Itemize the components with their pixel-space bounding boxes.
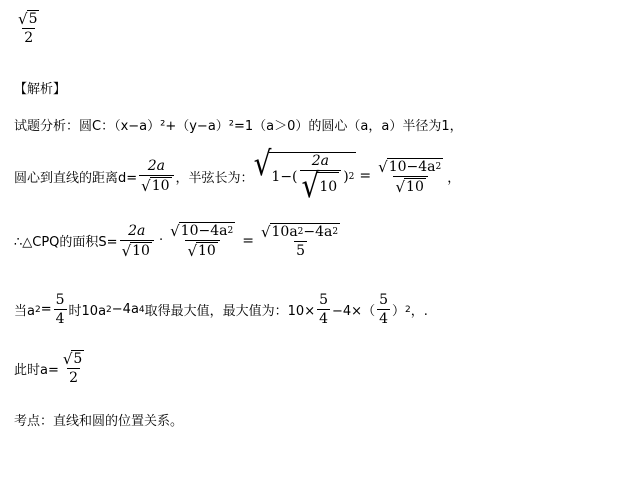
section-header: 【解析】	[14, 82, 67, 97]
knowledge-point: 考点：直线和圆的位置关系。	[14, 414, 184, 429]
analysis-line-4: 当a 2 = $\frac{5}{4}$ 时10a 2 −4a 4 取得最大值，最大值为：10× $\frac{5}{4}$ −4×（ $\frac{5}{4}$ ） 2 ，.	[14, 292, 428, 327]
analysis-line-2: 圆心到直线的距离d= 2a √ 10 ，半弦长为： √ 1−( 2a √ 10 ) 2 = √ 10−4a 2 √ 10 ，	[14, 143, 461, 206]
a-squared-value: $\frac{5}{4}$	[55, 292, 65, 327]
max-fraction-1: $\frac{5}{4}$	[319, 292, 329, 327]
distance-fraction: 2a √ 10	[139, 158, 173, 194]
analysis-line-1: 试题分析：圆C：（x−a）²+（y−a）²=1（a＞0）的圆心（a，a）半径为1，	[14, 119, 463, 134]
analysis-line-3: ∴△CPQ的面积S= 2a √ 10 · √ 10−4a 2 √ 10 = √ 10a 2 −4a 2 5	[14, 222, 344, 259]
area-fraction-2: √ 10−4a 2 √ 10	[170, 222, 234, 260]
half-chord-radical: √ 1−( 2a √ 10 ) 2	[253, 143, 355, 206]
answer-radicand: 5	[28, 11, 38, 27]
area-fraction-1: 2a √ 10	[120, 223, 154, 259]
answer-denominator: 2	[24, 30, 34, 46]
answer-fraction	[14, 10, 43, 46]
answer-frac: √ 5 2	[18, 10, 38, 46]
analysis-line-5: 此时a= √ 5 2	[14, 350, 88, 386]
area-fraction-3: √ 10a 2 −4a 2 5	[260, 222, 339, 259]
max-fraction-2: $\frac{5}{4}$	[379, 292, 388, 327]
a-value-fraction: √ 5 2	[62, 350, 83, 386]
half-chord-result: √ 10−4a 2 √ 10	[378, 157, 442, 196]
